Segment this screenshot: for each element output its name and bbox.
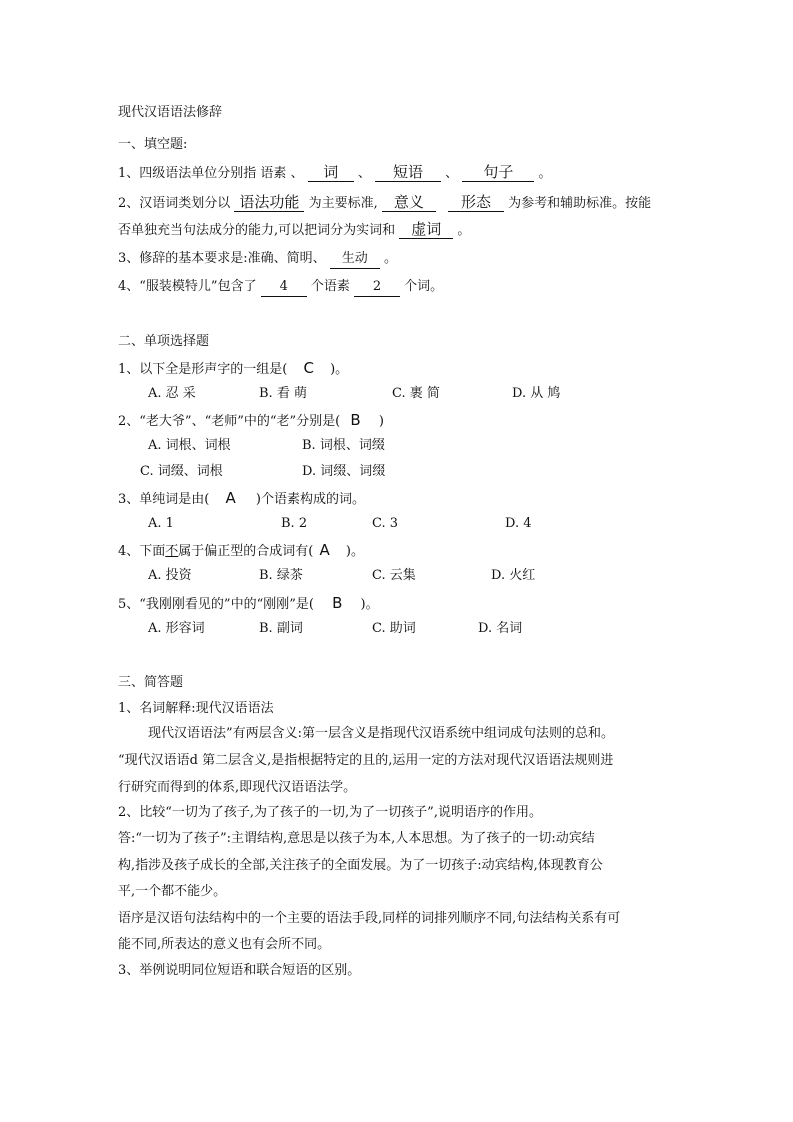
choice-q1-option-d: D. 从 鸠 [512,386,561,401]
fill-q2-answer1: 语法功能 [234,193,304,212]
fill-q1: 1、四级语法单位分别指 语素 、 词 、 短语 、 句子 。 [118,163,552,181]
emphasis-not: 不 [165,544,179,559]
fill-q1-answer3: 短语 [375,163,441,182]
choice-q2-answer: B [350,411,361,429]
choice-q1-option-b: B. 看 萌 [259,386,307,401]
choice-q3-option-b: B. 2 [281,516,308,531]
short-q1-title: 1、名词解释:现代汉语语法 [118,701,274,716]
choice-q3-answer: A [225,489,236,507]
fill-q2: 2、汉语词类划分以 语法功能 为主要标准, 意义 形态 为参考和辅助标准。按能 [118,193,652,211]
choice-q2-option-c: C. 词缀、词根 [140,464,223,479]
fill-q2-cont: 否单独充当句法成分的能力,可以把词分为实词和 虚词 。 [118,220,471,238]
document-title: 现代汉语语法修辞 [118,105,223,120]
choice-q3-option-c: C. 3 [372,516,399,531]
fill-q4-answer1: 4 [261,278,307,297]
fill-q4-answer2: 2 [354,278,400,297]
choice-q1-stem: 1、以下全是形声字的一组是( C )。 [118,359,349,377]
short-q3-title: 3、举例说明同位短语和联合短语的区别。 [118,963,361,978]
choice-q4-stem: 4、下面不属于偏正型的合成词有( A )。 [118,541,364,559]
choice-q4-option-b: B. 绿茶 [259,568,303,583]
choice-q5-option-a: A. 形容词 [148,621,205,636]
fill-q3-answer1: 生动 [330,250,380,269]
choice-q2-option-b: B. 词根、词缀 [302,438,385,453]
section1-heading: 一、填空题: [118,137,188,152]
choice-q4-option-d: D. 火红 [491,568,536,583]
short-q2-title: 2、比较“一切为了孩子,为了孩子的一切,为了一切孩子”,说明语序的作用。 [118,805,542,820]
choice-q1-option-c: C. 裹 简 [392,386,440,401]
choice-q4-option-c: C. 云集 [372,568,416,583]
fill-q3: 3、修辞的基本要求是:准确、简明、 生动 。 [118,249,397,269]
choice-q5-option-d: D. 名词 [478,621,523,636]
choice-q4-option-a: A. 投资 [148,568,192,583]
short-q2-line1: 答:“一切为了孩子”:主谓结构,意思是以孩子为本,人本思想。为了孩子的一切:动宾结 [118,831,595,846]
choice-q5-option-b: B. 副词 [259,621,303,636]
choice-q2-stem: 2、“老大爷”、“老师”中的“老”分别是( B ) [118,411,384,429]
fill-q2-answer2: 意义 [382,193,436,212]
short-q2-line4: 语序是汉语句法结构中的一个主要的语法手段,同样的词排列顺序不同,句法结构关系有可 [118,911,621,926]
fill-q2-answer4: 虚词 [399,220,453,239]
choice-q3-option-a: A. 1 [148,516,174,531]
choice-q5-answer: B [332,594,343,612]
choice-q2-option-d: D. 词缀、词缀 [302,464,386,479]
section2-heading: 二、单项选择题 [118,334,210,349]
short-q1-line2: “现代汉语语d 第二层含义,是指根据特定的且的,运用一定的方法对现代汉语语法规则进 [118,753,614,768]
short-q2-line3: 平,一个都不能少。 [118,884,227,899]
short-q1-line3: 行研究而得到的体系,即现代汉语语法学。 [118,780,357,795]
choice-q5-stem: 5、“我刚刚看见的”中的“刚刚”是( B )。 [118,594,379,612]
choice-q4-answer: A [319,541,330,559]
fill-q1-answer1: 语素 [260,166,287,181]
choice-q5-option-c: C. 助词 [372,621,416,636]
choice-q2-option-a: A. 词根、词根 [148,438,231,453]
section3-heading: 三、简答题 [118,675,184,690]
choice-q1-option-a: A. 忍 采 [148,386,196,401]
choice-q3-option-d: D. 4 [505,516,532,531]
choice-q3-stem: 3、单纯词是由( A )个语素构成的词。 [118,489,365,507]
short-q1-line1: 现代汉语语法”有两层含义:第一层含义是指现代汉语系统中组词成句法则的总和。 [148,726,615,741]
choice-q1-answer: C [303,359,314,377]
short-q2-line2: 构,指涉及孩子成长的全部,关注孩子的全面发展。为了一切孩子:动宾结构,体现教育公 [118,858,603,873]
fill-q1-answer4: 句子 [462,163,534,182]
short-q2-line5: 能不同,所表达的意义也有会所不同。 [118,937,331,952]
fill-q4: 4、“服装模特儿”包含了 4 个语素 2 个词。 [118,277,443,297]
fill-q2-answer3: 形态 [448,193,504,212]
fill-q1-answer2: 词 [308,163,354,182]
